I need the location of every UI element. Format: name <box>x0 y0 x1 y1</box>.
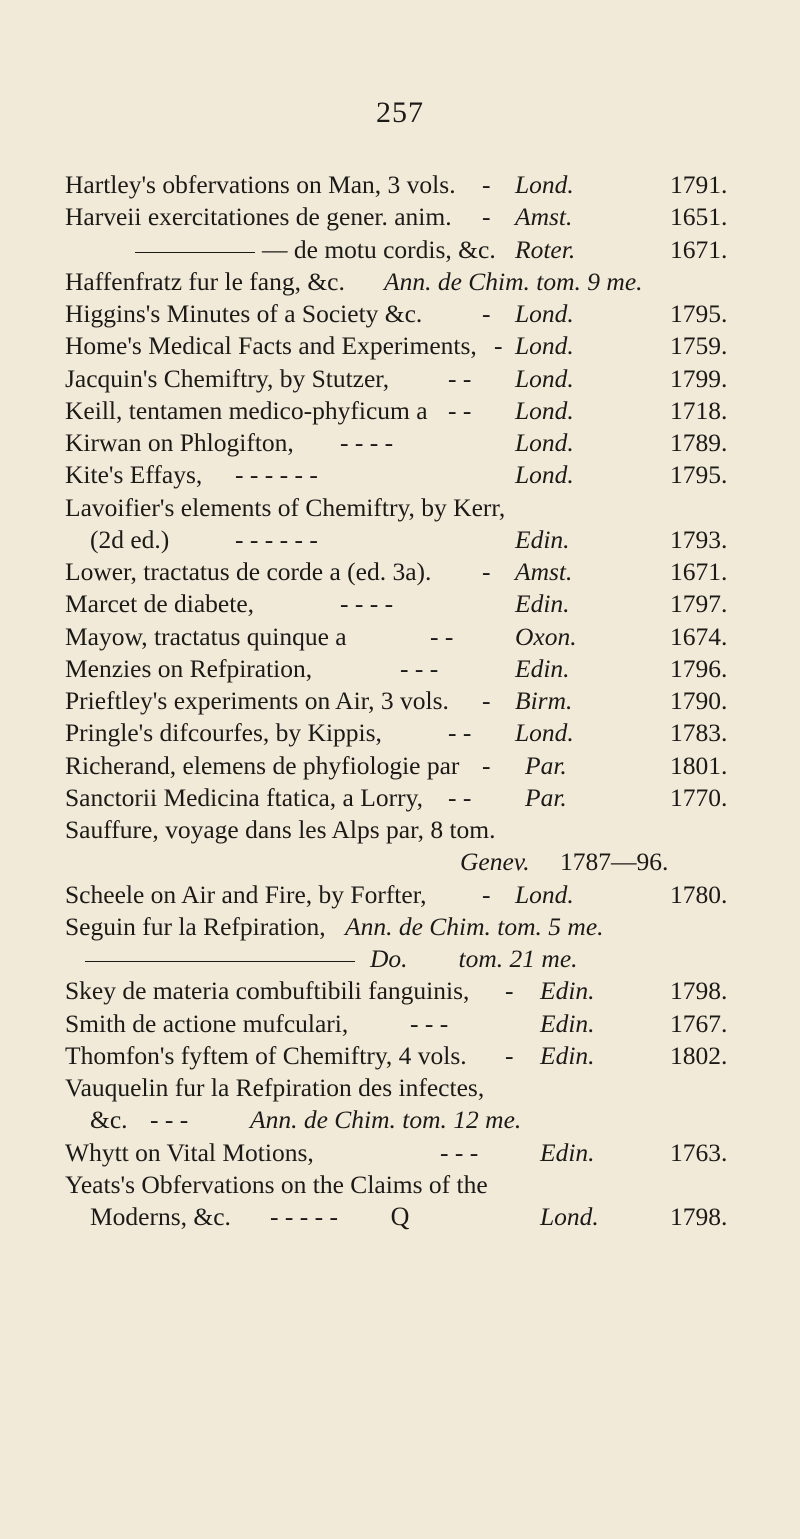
entry-place: Birm. <box>515 686 573 715</box>
entry-place: Lond. <box>515 395 574 425</box>
page-number: 257 <box>376 96 424 129</box>
entry-place: Lond. <box>540 1202 599 1231</box>
list-item <box>0 428 800 460</box>
entry-dash: - - <box>448 395 472 425</box>
list-item <box>0 912 800 944</box>
entry-year: 1798. <box>670 976 728 1006</box>
entry-title: Thomfon's fyftem of Chemiftry, 4 vols. <box>65 1040 467 1070</box>
entry-place: Edin. <box>540 1040 595 1070</box>
entry-title: Haffenfratz fur le fang, &c. <box>65 266 345 296</box>
entry-title: Lower, tractatus de corde a (ed. 3a). <box>65 557 432 586</box>
list-item <box>0 686 800 718</box>
entry-year: 1671. <box>670 557 728 586</box>
entry-place: Edin. <box>540 976 595 1006</box>
list-item <box>0 331 800 363</box>
entry-place: Amst. <box>515 202 573 232</box>
list-item <box>0 944 800 976</box>
entry-title: Hartley's obfervations on Man, 3 vols. <box>65 170 456 199</box>
entry-dash: - - - <box>150 1105 189 1135</box>
entry-title: Richerand, elemens de phyfiologie par <box>65 750 460 780</box>
entry-year: 1671. <box>670 234 728 264</box>
entry-year: 1770. <box>670 782 728 812</box>
entry-dash: - <box>482 750 491 780</box>
entry-dash: - <box>482 170 491 199</box>
entry-title: Smith de actione mufculari, <box>65 1008 349 1038</box>
entry-reference: Do. tom. 21 me. <box>370 944 578 973</box>
entry-title: Keill, tentamen medico-phyficum a <box>65 395 428 425</box>
entry-dash: - - <box>448 782 472 812</box>
entry-year: 1797. <box>670 589 728 619</box>
entry-place: Lond. <box>515 428 574 457</box>
entry-title: Home's Medical Facts and Experiments, <box>65 331 477 361</box>
list-item <box>0 622 800 654</box>
list-item <box>0 267 800 299</box>
entry-dash: - - - - <box>340 428 394 457</box>
entry-title: Kirwan on Phlogifton, <box>65 428 294 457</box>
entry-year: 1787—96. <box>560 847 669 877</box>
list-item <box>0 1138 800 1170</box>
entry-title: Pringle's difcourfes, by Kippis, <box>65 718 382 748</box>
entry-year: 1651. <box>670 202 728 232</box>
entry-title: Sanctorii Medicina ftatica, a Lorry, <box>65 782 424 812</box>
list-item <box>0 751 800 783</box>
entry-dash: - - - - - <box>270 1202 338 1231</box>
entry-place: Edin. <box>515 589 570 619</box>
entry-dash: - <box>494 331 503 361</box>
list-item <box>0 589 800 621</box>
entry-reference: Ann. de Chim. tom. 9 me. <box>384 266 643 296</box>
entry-year: 1783. <box>670 718 728 748</box>
list-item <box>0 654 800 686</box>
entry-year: 1802. <box>670 1040 728 1070</box>
entry-title: Higgins's Minutes of a Society &c. <box>65 299 423 328</box>
list-item <box>0 396 800 428</box>
list-item <box>0 525 800 557</box>
entry-year: 1763. <box>670 1137 728 1167</box>
entry-place: Genev. <box>460 847 530 877</box>
entry-title: Vauquelin fur la Refpiration des infectes, <box>65 1073 485 1102</box>
entry-year: 1791. <box>670 170 728 199</box>
list-item <box>0 880 800 912</box>
entry-dash: - <box>482 202 491 232</box>
list-item <box>0 718 800 750</box>
list-item <box>0 1170 800 1202</box>
list-item <box>0 1041 800 1073</box>
entry-dash: - <box>482 557 491 586</box>
list-item <box>0 299 800 331</box>
entry-year: 1718. <box>670 395 728 425</box>
entry-title: Kite's Effays, <box>65 460 203 490</box>
entry-year: 1789. <box>670 428 728 457</box>
entry-year: 1793. <box>670 524 728 554</box>
entry-dash: - - <box>430 621 454 651</box>
entry-title: Moderns, &c. <box>90 1202 231 1231</box>
entry-dash: - <box>505 1040 514 1070</box>
entry-reference: Ann. de Chim. tom. 5 me. <box>345 911 604 941</box>
entry-year: 1767. <box>670 1008 728 1038</box>
entry-year: 1798. <box>670 1202 728 1231</box>
entry-year: 1795. <box>670 460 728 490</box>
entry-title: Yeats's Obfervations on the Claims of the <box>65 1169 488 1199</box>
list-item <box>0 1073 800 1105</box>
bibliography-list <box>0 170 800 1234</box>
list-item <box>0 493 800 525</box>
list-item <box>0 235 800 267</box>
entry-place: Lond. <box>515 879 574 909</box>
entry-place: Lond. <box>515 363 574 393</box>
entry-place: Par. <box>525 750 567 780</box>
entry-dash: - - - - <box>340 589 394 619</box>
entry-title: Harveii exercitationes de gener. anim. <box>65 202 452 232</box>
entry-title: Whytt on Vital Motions, <box>65 1137 314 1167</box>
list-item <box>0 976 800 1008</box>
list-item <box>0 815 800 847</box>
entry-title: Menzies on Refpiration, <box>65 653 313 683</box>
entry-dash: - - - <box>400 653 439 683</box>
entry-title: Lavoifier's elements of Chemiftry, by Kerr, <box>65 492 506 522</box>
entry-reference: Ann. de Chim. tom. 12 me. <box>250 1105 522 1135</box>
entry-dash: - <box>482 299 491 328</box>
entry-place: Amst. <box>515 557 573 586</box>
entry-title: Prieftley's experiments on Air, 3 vols. <box>65 686 449 715</box>
entry-place: Lond. <box>515 170 574 199</box>
entry-place: Lond. <box>515 460 574 490</box>
list-item <box>0 170 800 202</box>
entry-place: Edin. <box>515 524 570 554</box>
entry-place: Edin. <box>540 1008 595 1038</box>
list-item <box>0 783 800 815</box>
entry-title: Seguin fur la Refpiration, <box>65 911 326 941</box>
list-item <box>0 460 800 492</box>
entry-dash: - - <box>448 363 472 393</box>
entry-year: 1796. <box>670 653 728 683</box>
entry-title: — de motu cordis, &c. <box>262 234 496 264</box>
ditto-rule <box>85 961 355 962</box>
entry-title: Marcet de diabete, <box>65 589 255 619</box>
entry-title: Jacquin's Chemiftry, by Stutzer, <box>65 363 390 393</box>
entry-place: Roter. <box>515 234 576 264</box>
entry-dash: - <box>482 879 491 909</box>
entry-dash: - <box>482 686 491 715</box>
entry-year: 1799. <box>670 363 728 393</box>
entry-place: Edin. <box>515 653 570 683</box>
entry-year: 1790. <box>670 686 728 715</box>
entry-year: 1780. <box>670 879 728 909</box>
list-item <box>0 202 800 234</box>
entry-year: 1674. <box>670 621 728 651</box>
entry-title: Scheele on Air and Fire, by Forfter, <box>65 879 427 909</box>
entry-title: Sauffure, voyage dans les Alps par, 8 tom. <box>65 815 496 844</box>
entry-place: Lond. <box>515 718 574 748</box>
entry-title: Mayow, tractatus quinque a <box>65 621 347 651</box>
entry-dash: - - - - - - <box>235 524 318 554</box>
entry-dash: - - - - - - <box>235 460 318 490</box>
entry-place: Par. <box>525 782 567 812</box>
entry-dash: - - - <box>440 1137 479 1167</box>
entry-dash: - - <box>448 718 472 748</box>
signature-mark: Q <box>390 1202 410 1231</box>
entry-title: &c. <box>90 1105 128 1135</box>
list-item <box>0 364 800 396</box>
list-item <box>0 1009 800 1041</box>
entry-place: Lond. <box>515 299 574 328</box>
list-item <box>0 1105 800 1137</box>
entry-title: Skey de materia combuftibili fanguinis, <box>65 976 470 1006</box>
entry-dash: - - - <box>410 1008 449 1038</box>
entry-year: 1795. <box>670 299 728 328</box>
entry-year: 1801. <box>670 750 728 780</box>
entry-year: 1759. <box>670 331 728 361</box>
entry-title: (2d ed.) <box>90 524 170 554</box>
entry-dash: - <box>505 976 514 1006</box>
entry-place: Lond. <box>515 331 574 361</box>
entry-place: Edin. <box>540 1137 595 1167</box>
list-item <box>0 557 800 589</box>
entry-place: Oxon. <box>515 621 577 651</box>
list-item <box>0 847 800 879</box>
ditto-rule <box>135 252 255 253</box>
